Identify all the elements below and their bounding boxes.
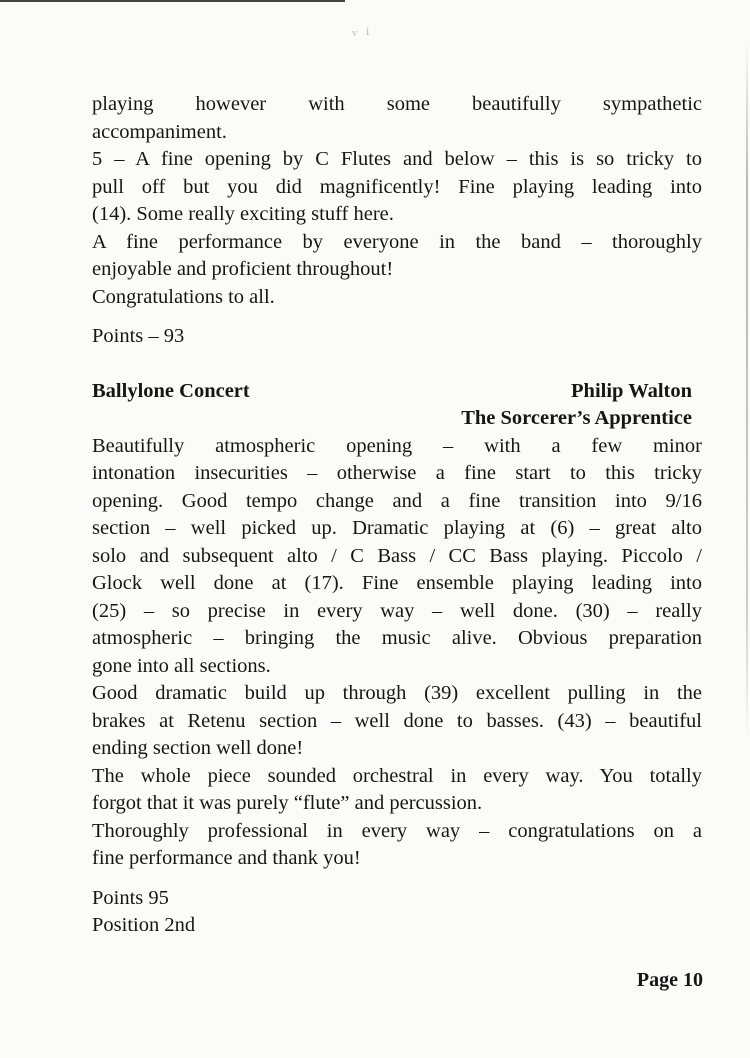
text-line: (25) – so precise in every way – well done. (30) – really (92, 599, 702, 622)
text-line: ending section well done! (92, 737, 304, 759)
adjudicator-review (92, 433, 702, 873)
text-line: Glock well done at (17). Fine ensemble playing leading into (92, 572, 702, 594)
text-line: Beautifully atmospheric opening – with a few minor (92, 434, 702, 457)
text-line: (14). Some really exciting stuff here. (92, 203, 394, 225)
text-line: Good dramatic build up through (39) excellent pulling in the (92, 682, 702, 704)
text-line: solo and subsequent alto / C Bass / CC Bass playing. Piccolo / (92, 544, 702, 567)
scan-smudge: ᵛ ⁱ (352, 25, 372, 45)
final-position: Position 2nd (92, 914, 196, 936)
text-line: section – well picked up. Dramatic playing at (6) – great alto (92, 517, 702, 539)
text-line: playing however with some beautifully sympathetic (92, 93, 702, 115)
previous-review-continued (92, 91, 702, 311)
text-line: accompaniment. (92, 120, 227, 143)
previous-points: Points – 93 (92, 325, 185, 347)
text-line: gone into all sections. (92, 654, 271, 677)
text-line: A fine performance by everyone in the band – thoroughly (92, 230, 702, 253)
text-line: pull off but you did magnificently! Fine playing leading into (92, 175, 702, 198)
text-line: Thoroughly professional in every way – congratulations on a (92, 819, 702, 842)
text-line: The whole piece sounded orchestral in every way. You totally (92, 764, 702, 787)
text-line: Congratulations to all. (92, 285, 275, 308)
entry-heading (92, 378, 702, 406)
text-line: enjoyable and proficient throughout! (92, 258, 394, 280)
text-line: intonation insecurities – otherwise a fine start to this tricky (92, 462, 702, 484)
page-number: Page 10 (636, 969, 703, 991)
text-line: fine performance and thank you! (92, 847, 361, 869)
text-line: opening. Good tempo change and a fine transition into 9/16 (92, 489, 702, 512)
scan-edge-shadow (746, 40, 748, 740)
text-line: 5 – A fine opening by C Flutes and below – this is so tricky to (92, 148, 702, 170)
top-rule (0, 0, 345, 2)
page-content (92, 91, 702, 940)
band-name: Ballylone Concert (92, 379, 250, 402)
points-awarded: Points 95 (92, 886, 169, 909)
text-line: forgot that it was purely “flute” and percussion. (92, 792, 483, 814)
text-line: atmospheric – bringing the music alive. Obvious preparation (92, 627, 702, 649)
conductor-name: Philip Walton (571, 379, 692, 402)
piece-title: The Sorcerer’s Apprentice (461, 407, 692, 429)
text-line: brakes at Retenu section – well done to basses. (43) – beautiful (92, 709, 702, 732)
